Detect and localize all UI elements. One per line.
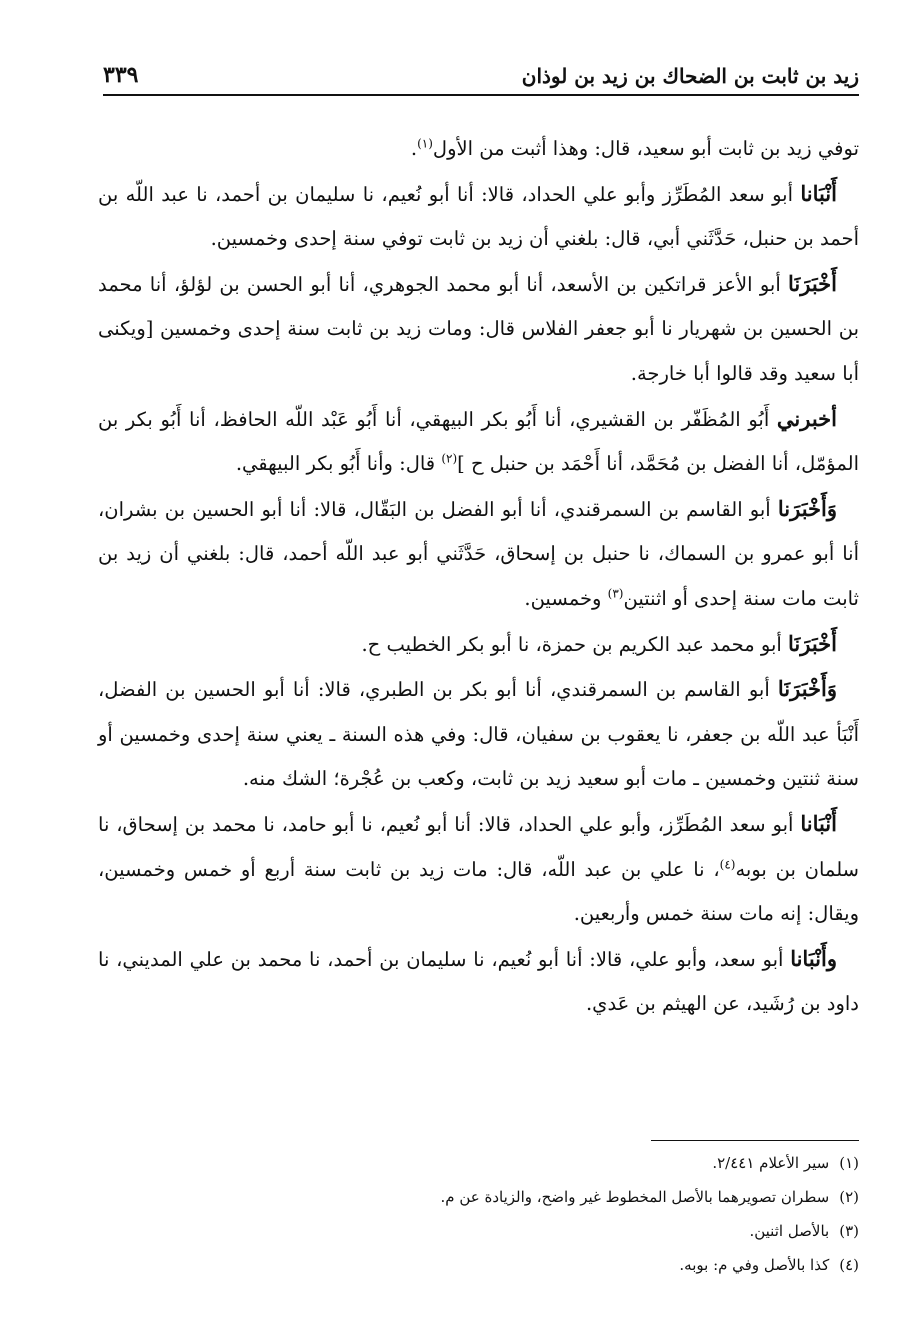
paragraph [98, 126, 859, 172]
paragraph [98, 172, 859, 262]
footnote-number: (٤) [839, 1256, 859, 1274]
footnote-number: (٣) [839, 1222, 859, 1240]
paragraph-text: أبو سعد المُطَرِّز وأبو علي الحداد، قالا: أنا أبو نُعيم، نا سليمان بن أحمد، نا عبد اللّه بن أحمد بن حنبل، حَدَّثَني أبي، قال: بلغني أن زيد بن ثابت توفي سنة إحدى وخمسين. [98, 182, 859, 251]
footnote [100, 1180, 859, 1214]
footnote [100, 1146, 859, 1180]
footnote [100, 1248, 859, 1282]
footnote-text: كذا بالأصل وفي م: بوبه. [679, 1256, 830, 1274]
paragraph-lead: وأَنْبَانا [790, 945, 837, 971]
paragraph-text: أبو القاسم بن السمرقندي، أنا أبو الفضل بن البَقّال، قالا: أنا أبو الحسين بن بشران، أنا أبو عمرو بن السماك، نا حنبل بن إسحاق، حَدَّثَني أبو عبد اللّه أحمد، قال: بلغني أن زيد بن ثابت مات سنة إحدى أو اثنتين [98, 497, 859, 610]
footnote-text: بالأصل اثنين. [749, 1222, 830, 1240]
paragraph-lead: أَنْبَانا [800, 810, 837, 836]
paragraph-lead: وَأَخْبَرَنا [777, 495, 838, 521]
paragraph [98, 487, 859, 622]
page-number: ٣٣٩ [103, 62, 139, 88]
paragraph-text: أبو الأعز قراتكين بن الأسعد، أنا أبو محمد الجوهري، أنا أبو الحسن بن لؤلؤ، أنا محمد بن الحسين بن شهريار نا أبو جعفر الفلاس قال: ومات زيد بن ثابت سنة إحدى وخمسين [ويكنى أبا سعيد وقد قالوا أبا خارجة. [98, 272, 859, 385]
paragraph [98, 397, 859, 487]
footnote-ref: (٤) [719, 857, 736, 871]
paragraph-tail: قال: وأنا أَبُو بكر البيهقي. [235, 452, 442, 476]
footnote-number: (١) [839, 1154, 859, 1172]
paragraph [98, 802, 859, 937]
paragraph-tail: ، نا علي بن عبد اللّه، قال: مات زيد بن ثابت سنة أربع أو خمس وخمسين، ويقال: إنه مات سنة خمس وأربعين. [98, 857, 859, 926]
paragraph-text: أبو سعد، وأبو علي، قالا: أنا أبو نُعيم، نا سليمان بن أحمد، نا محمد بن علي المديني، نا داود بن رُشَيد، عن الهيثم بن عَدي. [98, 947, 859, 1016]
paragraph-lead: أَنْبَانا [800, 180, 837, 206]
paragraph-lead: أخبرني [776, 405, 837, 431]
paragraph-lead: وَأَخْبَرَنَا [777, 676, 837, 702]
footnote-text: سير الأعلام ٢/٤٤١. [712, 1154, 830, 1172]
paragraph [98, 622, 859, 668]
paragraph-tail: وخمسين. [524, 586, 608, 610]
paragraph-text: أبو سعد المُطَرِّز، وأبو علي الحداد، قالا: أنا أبو نُعيم، نا أبو حامد، نا محمد بن إسحاق، نا سلمان بن بوبه [98, 812, 859, 881]
page-header [103, 52, 859, 96]
paragraph-lead: أَخْبَرَنَا [788, 630, 837, 656]
paragraph [98, 262, 859, 397]
paragraph-text: أبو محمد عبد الكريم بن حمزة، نا أبو بكر الخطيب ح. [361, 632, 789, 656]
paragraph-lead: أَخْبَرَنَا [788, 270, 837, 296]
footnote-text: سطران تصويرهما بالأصل المخطوط غير واضح، والزيادة عن م. [440, 1188, 830, 1206]
footnotes [100, 1140, 859, 1282]
header-rule [103, 94, 859, 96]
paragraph [98, 937, 859, 1027]
main-text [98, 126, 859, 1027]
paragraph-text: توفي زيد بن ثابت أبو سعيد، قال: وهذا أثبت من الأول [432, 137, 859, 160]
footnote-rule [651, 1140, 859, 1141]
running-title: زيد بن ثابت بن الضحاك بن زيد بن لوذان [521, 64, 859, 88]
footnote-ref: (٢) [441, 451, 458, 466]
footnote-number: (٢) [839, 1188, 859, 1206]
paragraph [98, 667, 859, 802]
footnote-ref: (٣) [607, 586, 624, 601]
footnote [100, 1214, 859, 1248]
paragraph-tail: . [410, 137, 418, 160]
paragraph-text: أبو القاسم بن السمرقندي، أنا أبو بكر بن الطبري، قالا: أنا أبو الحسين بن الفضل، أَنْبَأ عبد اللّه بن جعفر، نا يعقوب بن سفيان، قال: وفي هذه السنة ـ يعني سنة إحدى وخمسين أو سنة ثنتين وخمسين ـ مات أبو سعيد زيد بن ثابت، وكعب بن عُجْرة؛ الشك منه. [98, 678, 859, 791]
footnote-ref: (١) [417, 136, 433, 151]
paragraph-text: أَبُو المُظَفّر بن القشيري، أنا أَبُو بكر البيهقي، أنا أَبُو عَبْد اللّه الحافظ، أنا أَبُو بكر بن المؤمّل، أنا الفضل بن مُحَمَّد، أنا أَحْمَد بن حنبل ح ] [98, 407, 859, 476]
